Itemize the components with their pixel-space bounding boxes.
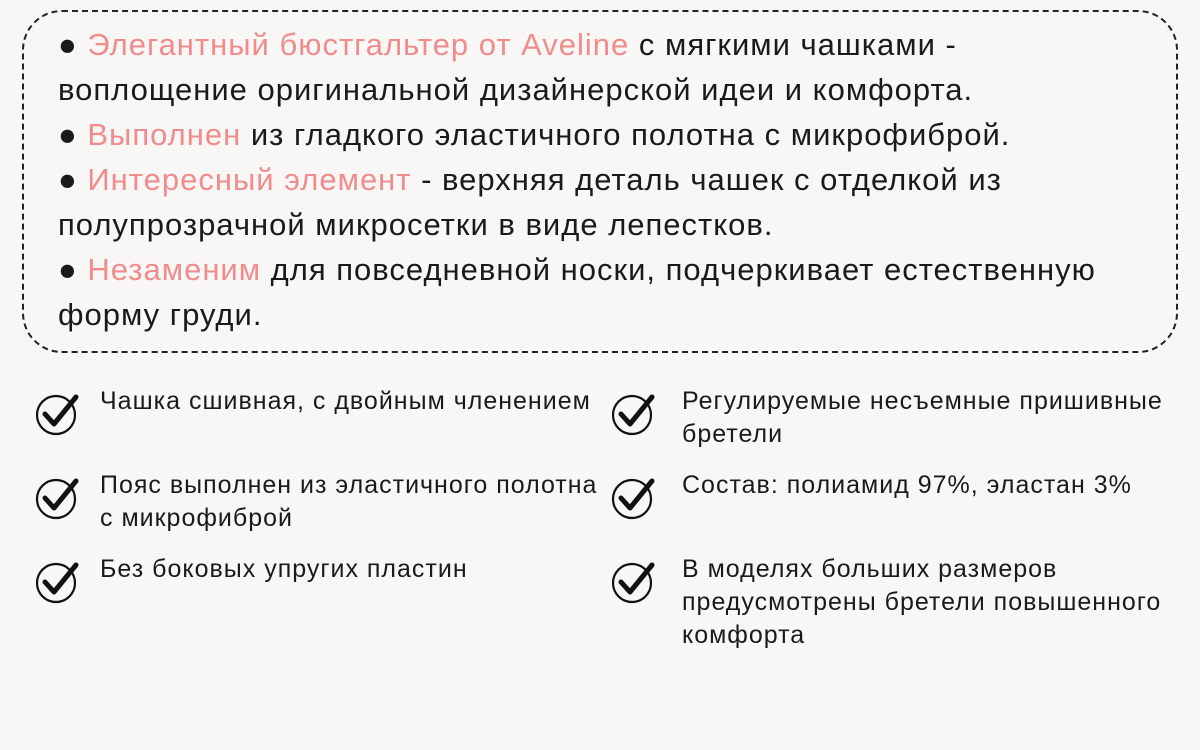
highlight: Элегантный бюстгальтер от Aveline [87, 27, 630, 62]
highlight: Интересный элемент [87, 162, 412, 197]
check-circle-icon [34, 473, 82, 521]
features [22, 389, 1178, 652]
text: из гладкого эластичного полотна с микрофиброй. [241, 117, 1011, 152]
text: для повседневной носки, подчеркивает естественную форму груди. [58, 252, 1096, 332]
highlight: Выполнен [87, 117, 242, 152]
check-circle-icon [610, 473, 658, 521]
check-circle-icon [34, 557, 82, 605]
feature-text: Без боковых упругих пластин [100, 555, 468, 583]
description-item [58, 157, 1156, 247]
text: с мягкими чашками - воплощение оригинальной дизайнерской идеи и комфорта. [58, 27, 974, 107]
description-item [58, 247, 1156, 337]
feature-text: В моделях больших размеров предусмотрены бретели повышенного комфорта [682, 555, 1162, 649]
feature-text: Регулируемые несъемные пришивные бретели [682, 387, 1163, 448]
feature-item [610, 473, 1170, 535]
feature-item [34, 389, 610, 451]
bullet: ● [58, 27, 78, 62]
check-circle-icon [610, 557, 658, 605]
feature-item [34, 557, 610, 652]
description-item [58, 112, 1156, 157]
feature-item [610, 557, 1170, 652]
feature-text: Чашка сшивная, с двойным членением [100, 387, 591, 415]
bullet: ● [58, 162, 78, 197]
bullet: ● [58, 252, 78, 287]
description [58, 22, 1156, 337]
feature-text: Состав: полиамид 97%, эластан 3% [682, 471, 1132, 499]
description-item [58, 22, 1156, 112]
description-box [22, 10, 1178, 353]
check-circle-icon [34, 389, 82, 437]
feature-item [610, 389, 1170, 451]
check-circle-icon [610, 389, 658, 437]
feature-item [34, 473, 610, 535]
highlight: Незаменим [87, 252, 262, 287]
text: - верхняя деталь чашек с отделкой из полупрозрачной микросетки в виде лепестков. [58, 162, 1002, 242]
feature-text: Пояс выполнен из эластичного полотна с микрофиброй [100, 471, 598, 532]
bullet: ● [58, 117, 78, 152]
